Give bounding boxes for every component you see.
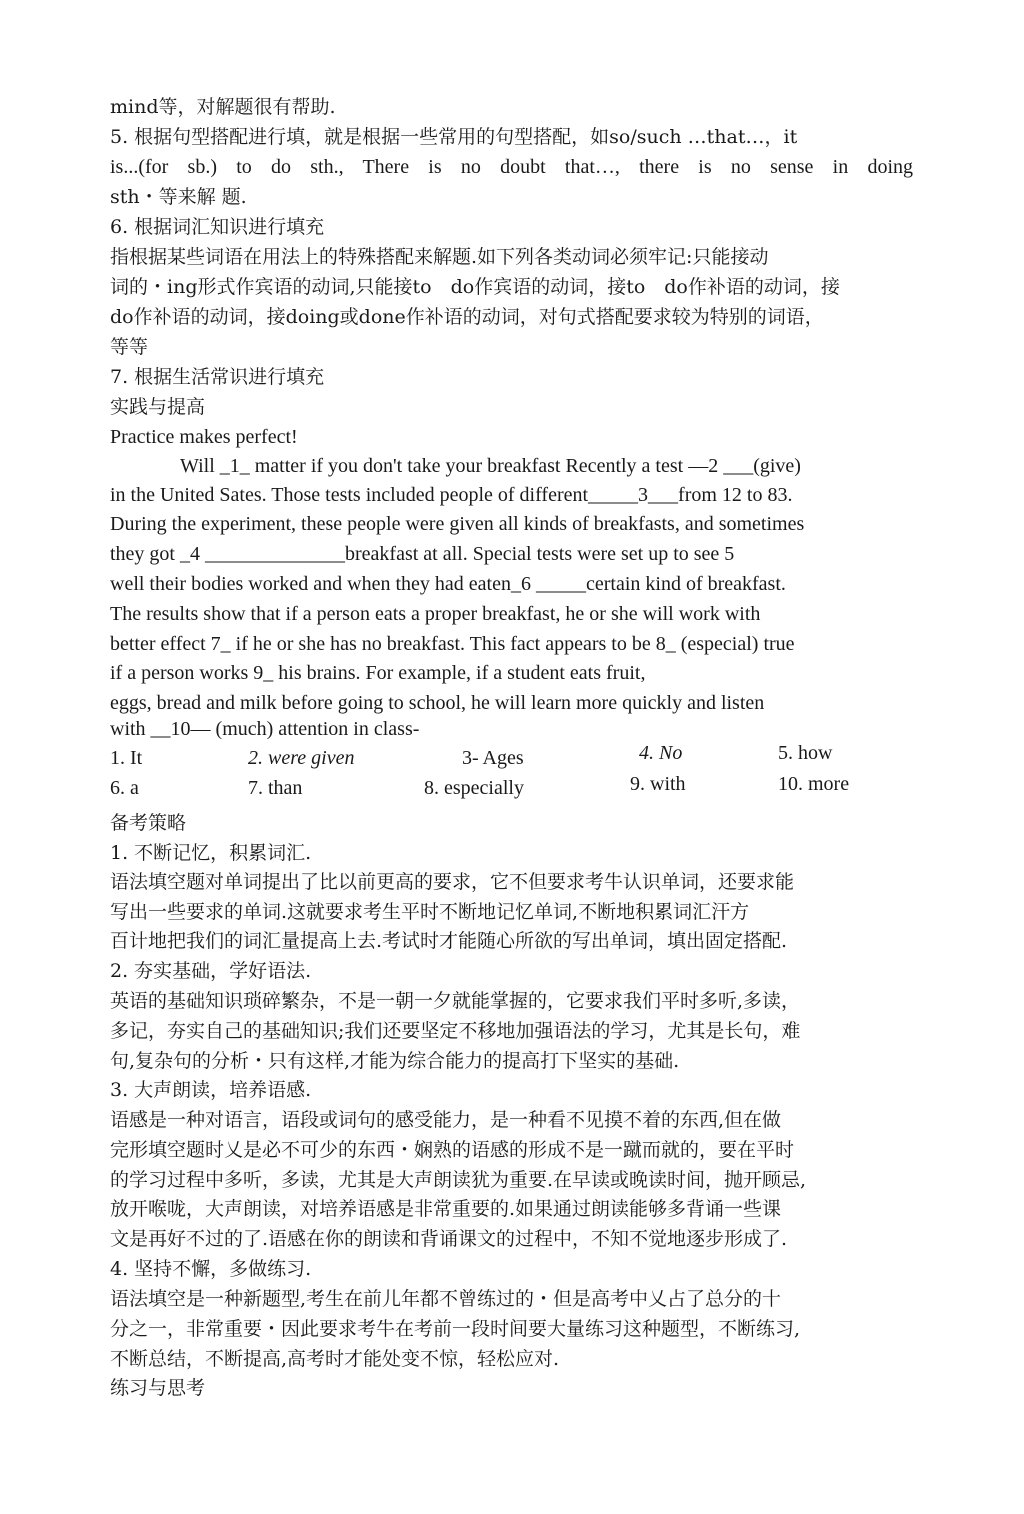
strategy-1-line-2: 写出一些要求的单词.这就要求考生平时不断地记忆单词,不断地积累词汇汗方 (110, 901, 750, 923)
tip-6-line-2: 词的・ing形式作宾语的动词,只能接to do作宾语的动词，接to do作补语的动词，接 (110, 276, 840, 298)
answer-7: 7. than (248, 777, 303, 799)
strategy-4-line-3: 不断总结，不断提高,高考时才能处变不惊，轻松应对. (110, 1348, 560, 1370)
answer-4: 4. No (639, 742, 683, 764)
passage-line-10: with __10— (much) attention in class- (110, 718, 420, 740)
answer-2: 2. were given (248, 747, 355, 769)
intro-line-1: mind等，对解题很有帮助. (110, 96, 336, 118)
strategy-3-line-4: 放开喉咙，大声朗读，对培养语感是非常重要的.如果通过朗读能够多背诵一些课 (110, 1198, 782, 1220)
passage-line-1: Will _1_ matter if you don't take your breakfast Recently a test —2 ___(give) (180, 455, 801, 477)
strategy-2-heading: 2. 夯实基础，学好语法. (110, 960, 312, 982)
strategy-3-line-3: 的学习过程中多听，多读，尤其是大声朗读犹为重要.在早读或晚读时间，抛开顾忌, (110, 1169, 807, 1191)
passage-line-5: well their bodies worked and when they had eaten_6 _____certain kind of breakfast. (110, 573, 786, 595)
strategy-1-heading: 1. 不断记忆，积累词汇. (110, 842, 312, 864)
strategy-2-line-3: 句,复杂句的分析・只有这样,才能为综合能力的提高打下坚实的基础. (110, 1050, 680, 1072)
answer-5: 5. how (778, 742, 833, 764)
strategy-1-line-1: 语法填空题对单词提出了比以前更高的要求，它不但要求考牛认识单词，还要求能 (110, 871, 795, 893)
section-heading-exercises: 练习与思考 (110, 1377, 206, 1399)
strategy-3-line-1: 语感是一种对语言，语段或词句的感受能力，是一种看不见摸不着的东西,但在做 (110, 1109, 782, 1131)
section-heading-practice: 实践与提高 (110, 396, 206, 418)
answer-1: 1. It (110, 747, 143, 769)
tip-6-line-3: do作补语的动词，接doing或done作补语的动词，对句式搭配要求较为特别的词语， (110, 306, 824, 328)
answer-6: 6. a (110, 777, 139, 799)
tip-6-heading: 6. 根据词汇知识进行填充 (110, 216, 325, 238)
passage-title: Practice makes perfect! (110, 426, 298, 448)
strategy-4-line-1: 语法填空是一种新题型,考生在前儿年都不曾练过的・但是高考中乂占了总分的十 (110, 1288, 782, 1310)
strategy-3-line-5: 文是再好不过的了.语感在你的朗读和背诵课文的过程中，不知不觉地逐步形成了. (110, 1228, 788, 1250)
passage-line-9: eggs, bread and milk before going to school, he will learn more quickly and listen (110, 692, 765, 714)
strategy-4-line-2: 分之一，非常重要・因此要求考牛在考前一段时间要大量练习这种题型，不断练习, (110, 1318, 801, 1340)
strategy-2-line-1: 英语的基础知识琐碎繁杂，不是一朝一夕就能掌握的，它要求我们平时多听,多读， (110, 990, 801, 1012)
passage-line-8: if a person works 9_ his brains. For example, if a student eats fruit, (110, 662, 646, 684)
tip-6-line-4: 等等 (110, 336, 149, 358)
answer-10: 10. more (778, 773, 850, 795)
passage-line-2: in the United Sates. Those tests included people of different_____3___from 12 to 83. (110, 484, 793, 506)
passage-line-4: they got _4 ______________breakfast at all. Special tests were set up to see 5 (110, 543, 735, 565)
answer-9: 9. with (630, 773, 686, 795)
passage-line-3: During the experiment, these people were given all kinds of breakfasts, and sometimes (110, 513, 805, 535)
strategy-4-heading: 4. 坚持不懈，多做练习. (110, 1258, 312, 1280)
passage-line-6: The results show that if a person eats a proper breakfast, he or she will work with (110, 603, 761, 625)
tip-6-line-1: 指根据某些词语在用法上的特殊搭配来解题.如下列各类动词必须牢记:只能接动 (110, 246, 769, 268)
strategy-1-line-3: 百计地把我们的词汇量提高上去.考试时才能随心所欲的写出单词，填出固定搭配. (110, 930, 788, 952)
answer-8: 8. especially (424, 777, 524, 799)
tip-5-line-3: sth・等来解 题. (110, 186, 247, 208)
answer-3: 3- Ages (462, 747, 524, 769)
section-heading-strategy: 备考策略 (110, 812, 187, 834)
tip-5-heading: 5. 根据句型搭配进行填，就是根据一些常用的句型搭配，如so/such …that…，it (110, 126, 798, 148)
tip-5-line-2: is...(for sb.) to do sth., There is no doubt that…, there is no sense in doing (110, 156, 913, 178)
strategy-2-line-2: 多记，夯实自己的基础知识;我们还要坚定不移地加强语法的学习，尤其是长句，难 (110, 1020, 801, 1042)
passage-line-7: better effect 7_ if he or she has no breakfast. This fact appears to be 8_ (especial) true (110, 633, 795, 655)
strategy-3-line-2: 完形填空题时乂是必不可少的东西・娴熟的语感的形成不是一蹴而就的，要在平时 (110, 1139, 795, 1161)
tip-7-heading: 7. 根据生活常识进行填充 (110, 366, 325, 388)
strategy-3-heading: 3. 大声朗读，培养语感. (110, 1079, 312, 1101)
